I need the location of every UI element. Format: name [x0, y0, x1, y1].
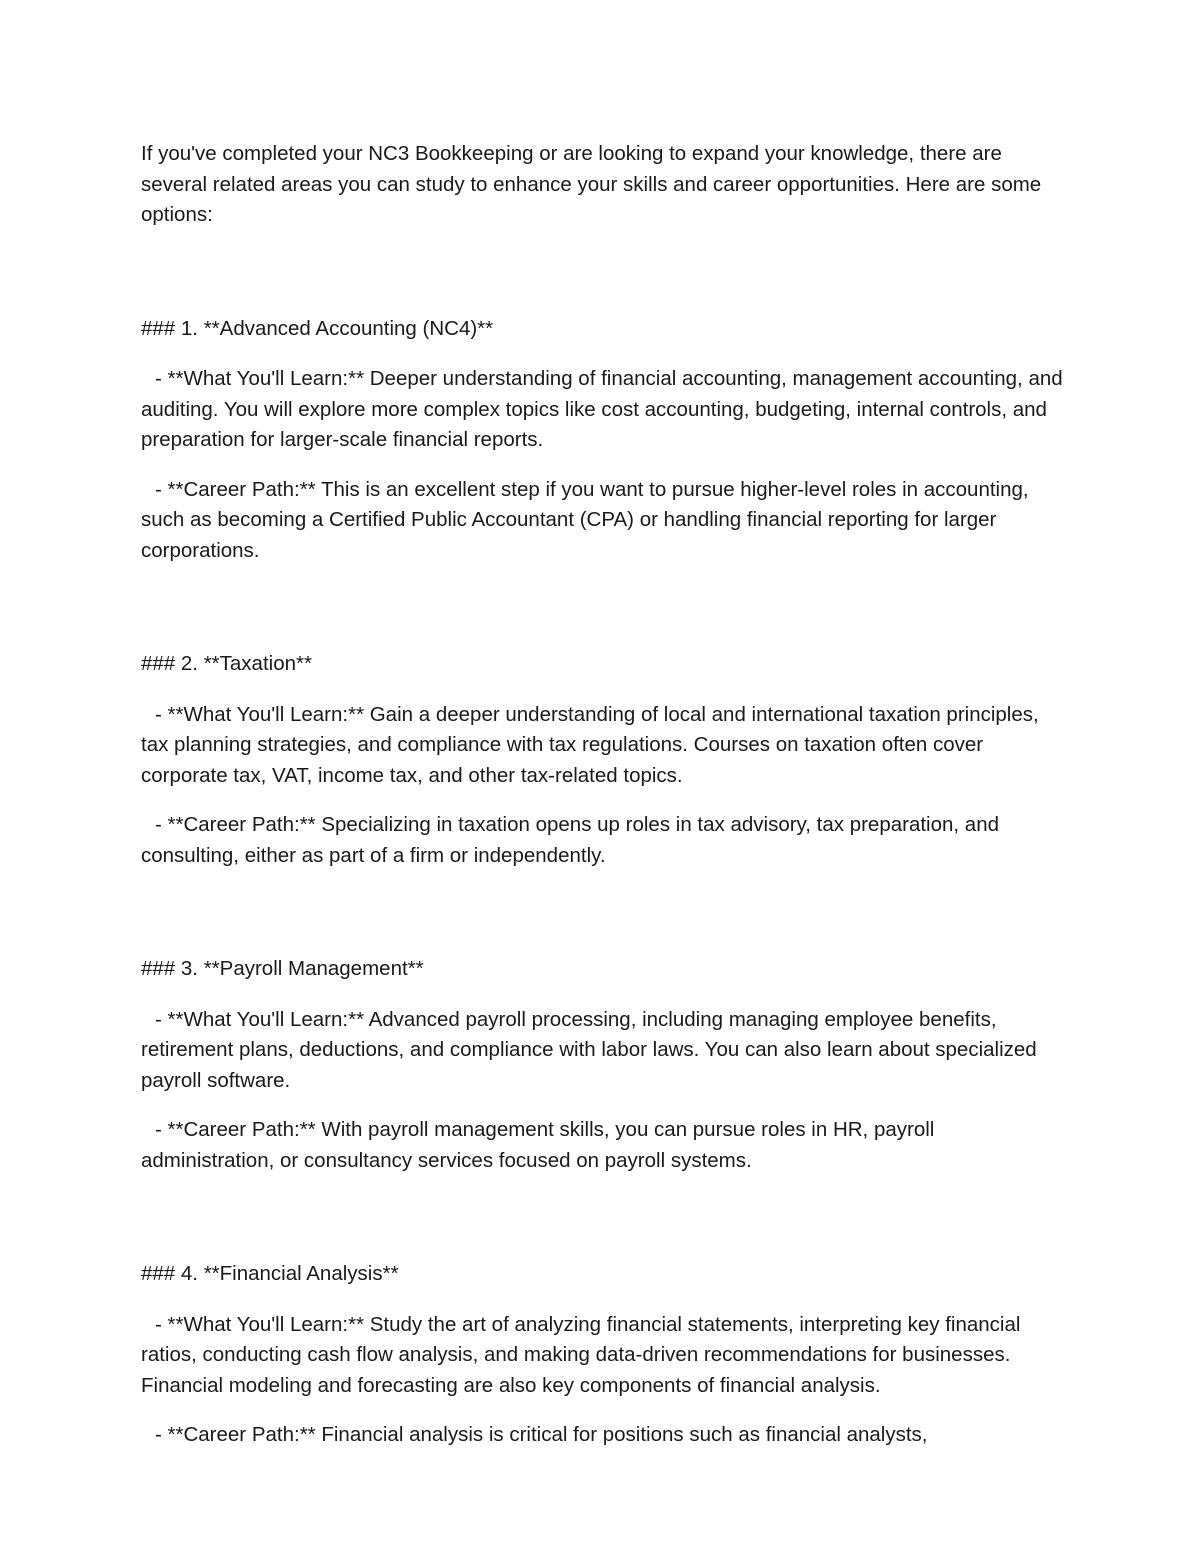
item-text: - **Career Path:** With payroll management skills, you can pursue roles in HR, payroll administration, or consultancy services focused on payroll systems.: [141, 1118, 935, 1172]
what-youll-learn-item: [141, 1310, 1071, 1402]
section-advanced-accounting: [141, 314, 1071, 567]
section-heading: ### 3. **Payroll Management**: [141, 957, 424, 980]
item-text: - **Career Path:** Specializing in taxation opens up roles in tax advisory, tax preparation, and consulting, either as part of a firm or independently.: [141, 813, 1000, 867]
section-heading: ### 4. **Financial Analysis**: [141, 1262, 399, 1285]
item-text: - **What You'll Learn:** Study the art of analyzing financial statements, interpreting key financial ratios, conducting cash flow analysis, and making data-driven recommendations for businesses. Financial modeling and forecasting are also key components of financial analysis.: [141, 1312, 1021, 1397]
item-text: - **What You'll Learn:** Gain a deeper understanding of local and international taxation principles, tax planning strategies, and compliance with tax regulations. Courses on taxation often cover corporate tax, VAT, income tax, and other tax-related topics.: [141, 702, 1039, 787]
career-path-item: [141, 475, 1071, 567]
what-youll-learn-item: [141, 1005, 1071, 1097]
item-text: - **Career Path:** Financial analysis is critical for positions such as financial analysts,: [155, 1423, 928, 1446]
item-text: - **Career Path:** This is an excellent step if you want to pursue higher-level roles in accounting, such as becoming a Certified Public Accountant (CPA) or handling financial reporting for larger corporations.: [141, 477, 1029, 562]
career-path-item: [141, 810, 1071, 871]
intro-paragraph: If you've completed your NC3 Bookkeeping or are looking to expand your knowledge, there are several related areas you can study to enhance your skills and career opportunities. Here are some options:: [141, 142, 1042, 226]
section-payroll-management: [141, 954, 1071, 1176]
section-taxation: [141, 649, 1071, 871]
career-path-item: [141, 1115, 1071, 1176]
section-financial-analysis: [141, 1259, 1071, 1451]
item-text: - **What You'll Learn:** Advanced payroll processing, including managing employee benefits, retirement plans, deductions, and compliance with labor laws. You can also learn about specialized payroll software.: [141, 1007, 1037, 1092]
career-path-item: [141, 1420, 1071, 1451]
section-heading: ### 2. **Taxation**: [141, 652, 312, 675]
document-page: [141, 139, 1071, 1470]
what-youll-learn-item: [141, 364, 1071, 456]
section-heading: ### 1. **Advanced Accounting (NC4)**: [141, 316, 494, 340]
what-youll-learn-item: [141, 700, 1071, 792]
item-text: - **What You'll Learn:** Deeper understanding of financial accounting, management accounting, and auditing. You will explore more complex topics like cost accounting, budgeting, internal controls, and preparation for larger-scale financial reports.: [141, 367, 1063, 451]
